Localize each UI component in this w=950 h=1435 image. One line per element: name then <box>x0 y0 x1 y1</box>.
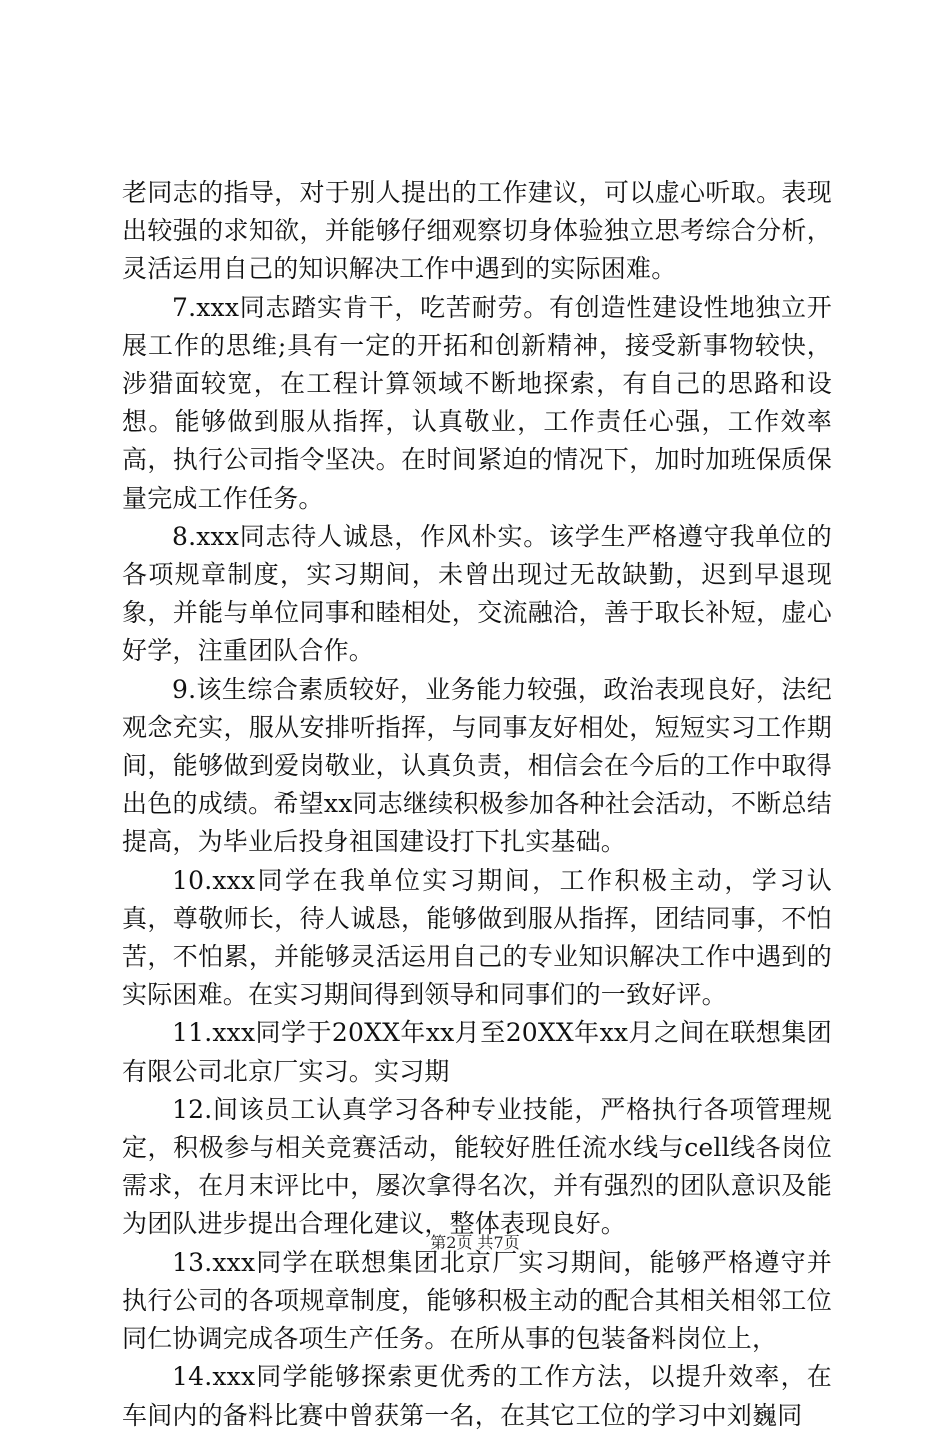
paragraph-14: 14.xxx同学能够探索更优秀的工作方法，以提升效率，在车间内的备料比赛中曾获第一名，在其它工位的学习中刘巍同 <box>122 1362 832 1430</box>
page-number-footer: 第2页 共7页 <box>430 1233 520 1252</box>
paragraph-8: 8.xxx同志待人诚恳，作风朴实。该学生严格遵守我单位的各项规章制度，实习期间，未曾出现过无故缺勤，迟到早退现象，并能与单位同事和睦相处，交流融洽，善于取长补短，虚心好学，注重团队合作。 <box>122 521 832 666</box>
paragraph-continued: 老同志的指导，对于别人提出的工作建议，可以虚心听取。表现出较强的求知欲，并能够仔细观察切身体验独立思考综合分析，灵活运用自己的知识解决工作中遇到的实际困难。 <box>122 178 832 284</box>
paragraph-12: 12.间该员工认真学习各种专业技能，严格执行各项管理规定，积极参与相关竞赛活动，能较好胜任流水线与cell线各岗位需求，在月末评比中，屡次拿得名次，并有强烈的团队意识及能为团队进步提出合理化建议，整体表现良好。 <box>122 1094 832 1239</box>
paragraph-10: 10.xxx同学在我单位实习期间，工作积极主动，学习认真，尊敬师长，待人诚恳，能够做到服从指挥，团结同事，不怕苦，不怕累，并能够灵活运用自己的专业知识解决工作中遇到的实际困难。在实习期间得到领导和同事们的一致好评。 <box>122 865 832 1010</box>
paragraph-9: 9.该生综合素质较好，业务能力较强，政治表现良好，法纪观念充实，服从安排听指挥，与同事友好相处，短短实习工作期间，能够做到爱岗敬业，认真负责，相信会在今后的工作中取得出色的成绩。希望xx同志继续积极参加各种社会活动，不断总结提高，为毕业后投身祖国建设打下扎实基础。 <box>122 674 832 857</box>
paragraph-13: 13.xxx同学在联想集团北京厂实习期间，能够严格遵守并执行公司的各项规章制度，能够积极主动的配合其相关相邻工位同仁协调完成各项生产任务。在所从事的包装备料岗位上， <box>122 1247 832 1354</box>
paragraph-11: 11.xxx同学于20XX年xx月至20XX年xx月之间在联想集团有限公司北京厂实习。实习期 <box>122 1018 832 1086</box>
paragraph-7: 7.xxx同志踏实肯干，吃苦耐劳。有创造性建设性地独立开展工作的思维;具有一定的开拓和创新精神，接受新事物较快，涉猎面较宽，在工程计算领域不断地探索，有自己的思路和设想。能够做到服从指挥，认真敬业，工作责任心强，工作效率高，执行公司指令坚决。在时间紧迫的情况下，加时加班保质保量完成工作任务。 <box>122 292 832 513</box>
